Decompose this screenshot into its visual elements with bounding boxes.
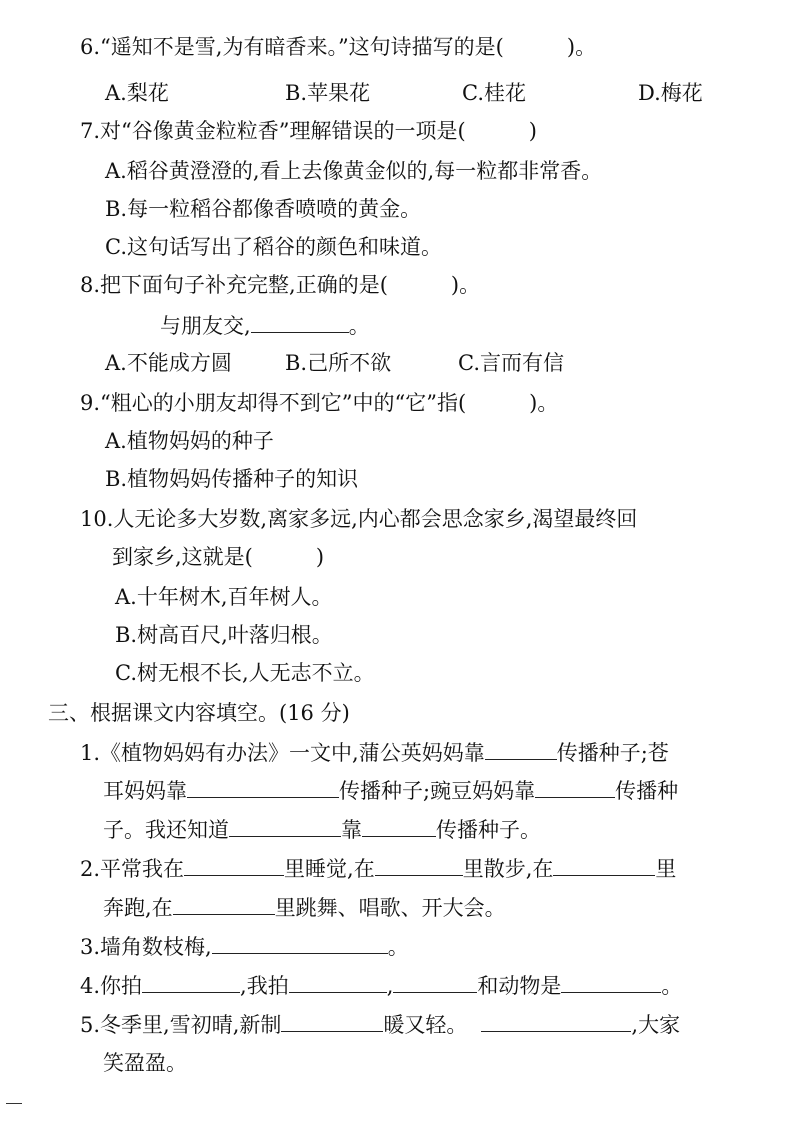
fill1-blank-dandelion[interactable]: [485, 737, 557, 760]
fill2-blank-1[interactable]: [184, 853, 284, 876]
q7-option-b[interactable]: B.每一粒稻谷都像香喷喷的黄金。: [105, 197, 422, 221]
fill5-line1: [80, 1009, 680, 1040]
q8-option-a[interactable]: A.不能成方圆: [105, 351, 232, 375]
fill4-blank-3[interactable]: [393, 970, 477, 993]
q9-option-a[interactable]: A.植物妈妈的种子: [105, 429, 274, 453]
fill2-blank-3[interactable]: [553, 853, 655, 876]
q7-option-a[interactable]: A.稻谷黄澄澄的,看上去像黄金似的,每一粒都非常香。: [105, 159, 603, 183]
q6-stem: 6.“遥知不是雪,为有暗香来。”这句诗描写的是( )。: [80, 35, 597, 59]
fill3-text-b: 。: [387, 935, 409, 959]
fill4-text-c: ,: [386, 974, 394, 998]
q8-blank[interactable]: [251, 310, 349, 333]
fill5-blank-2[interactable]: [481, 1009, 631, 1032]
fill2-blank-2[interactable]: [375, 853, 463, 876]
fill4-text-d: 和动物是: [477, 974, 562, 998]
q10-stem-line1: 10.人无论多大岁数,离家多远,内心都会思念家乡,渴望最终回: [80, 507, 638, 531]
q9-stem: 9.“粗心的小朋友却得不到它”中的“它”指( )。: [80, 391, 559, 415]
q6-option-b[interactable]: B.苹果花: [285, 81, 371, 105]
fill3-line: [80, 931, 409, 962]
q6-option-c[interactable]: C.桂花: [462, 81, 526, 105]
q8-sentence-end: 。: [348, 314, 370, 338]
fill2-text-d: 里: [655, 857, 677, 881]
fill2-line2: [103, 892, 506, 923]
fill1-blank-method[interactable]: [362, 814, 436, 837]
fill1-blank-plant[interactable]: [229, 814, 341, 837]
q7-option-c[interactable]: C.这句话写出了稻谷的颜色和味道。: [105, 235, 442, 259]
section3-heading: 三、根据课文内容填空。(16 分): [48, 701, 350, 725]
q10-stem-line2: 到家乡,这就是( ): [112, 545, 325, 569]
fill5-text-a: 5.冬季里,雪初晴,新制: [80, 1013, 282, 1037]
fill4-blank-2[interactable]: [289, 970, 387, 993]
q8-option-c[interactable]: C.言而有信: [458, 351, 564, 375]
fill4-text-a: 4.你拍: [80, 974, 143, 998]
fill3-text-a: 3.墙角数枝梅,: [80, 935, 212, 959]
fill5-blank-1[interactable]: [281, 1009, 383, 1032]
fill1-line2: [103, 775, 678, 806]
q8-stem: 8.把下面句子补充完整,正确的是( )。: [80, 273, 481, 297]
fill2-text-a: 2.平常我在: [80, 857, 185, 881]
fill1-text-c: 耳妈妈靠: [103, 779, 187, 803]
fill1-text-f: 子。我还知道: [103, 818, 229, 842]
fill3-blank[interactable]: [212, 931, 388, 954]
fill2-blank-4[interactable]: [173, 892, 275, 915]
fill5-text-b: 暖又轻。: [383, 1013, 468, 1037]
fill2-text-e: 奔跑,在: [103, 896, 173, 920]
q9-option-b[interactable]: B.植物妈妈传播种子的知识: [105, 467, 359, 491]
fill1-text-g: 靠: [341, 818, 362, 842]
fill1-text-h: 传播种子。: [436, 818, 541, 842]
q6-option-a[interactable]: A.梨花: [105, 81, 169, 105]
fill1-blank-cocklebur[interactable]: [187, 775, 339, 798]
fill2-line1: [80, 853, 676, 884]
q8-sentence: [160, 310, 370, 341]
fill1-text-d: 传播种子;豌豆妈妈靠: [339, 779, 536, 803]
fill1-line1: [80, 737, 669, 768]
fill2-text-b: 里睡觉,在: [284, 857, 375, 881]
q6-option-d[interactable]: D.梅花: [638, 81, 703, 105]
q8-sentence-start: 与朋友交,: [160, 314, 251, 338]
page-corner-mark: [6, 1103, 22, 1104]
q10-option-c[interactable]: C.树无根不长,人无志不立。: [115, 661, 375, 685]
fill1-text-a: 1.《植物妈妈有办法》一文中,蒲公英妈妈靠: [80, 741, 485, 765]
fill1-blank-pea[interactable]: [535, 775, 615, 798]
fill5-line2: 笑盈盈。: [103, 1051, 187, 1075]
fill1-text-b: 传播种子;苍: [556, 741, 669, 765]
fill2-text-f: 里跳舞、唱歌、开大会。: [274, 896, 506, 920]
fill4-line: [80, 970, 682, 1001]
fill5-text-c: ,大家: [631, 1013, 681, 1037]
q8-option-b[interactable]: B.己所不欲: [285, 351, 392, 375]
fill1-line3: [103, 814, 541, 845]
fill4-blank-1[interactable]: [142, 970, 240, 993]
q7-stem: 7.对“谷像黄金粒粒香”理解错误的一项是( ): [80, 119, 537, 143]
fill4-text-b: ,我拍: [240, 974, 289, 998]
fill4-blank-4[interactable]: [561, 970, 661, 993]
fill1-text-e: 传播种: [615, 779, 679, 803]
fill4-text-e: 。: [661, 974, 683, 998]
fill2-text-c: 里散步,在: [462, 857, 554, 881]
q10-option-a[interactable]: A.十年树木,百年树人。: [115, 585, 333, 609]
q10-option-b[interactable]: B.树高百尺,叶落归根。: [115, 623, 333, 647]
